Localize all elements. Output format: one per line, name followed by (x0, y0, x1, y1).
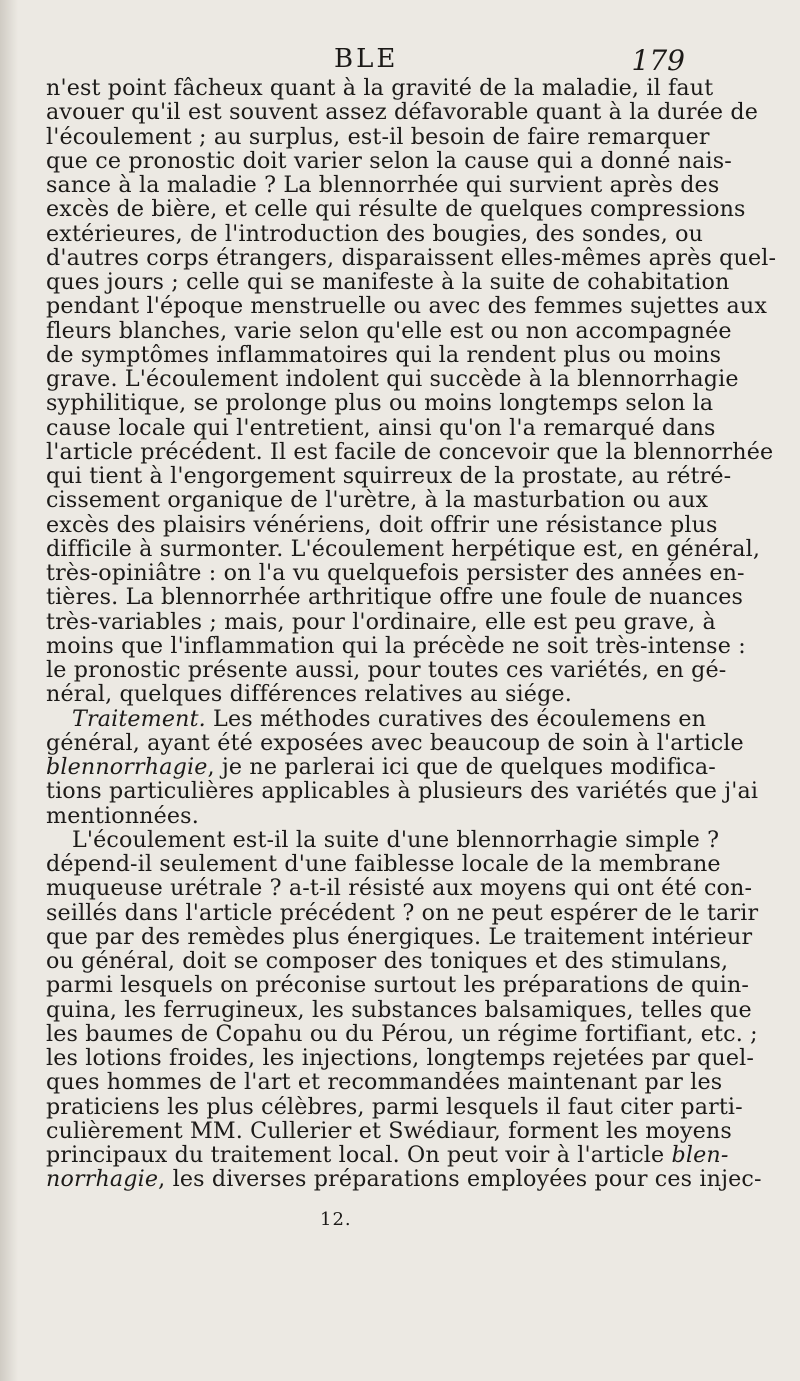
text-line: qui tient à l'engorgement squirreux de la prostate, au rétré- (46, 463, 732, 489)
text-line: L'écoulement est-il la suite d'une blennorrhagie simple ? (72, 826, 720, 853)
text-line: d'autres corps étrangers, disparaissent elles-mêmes après quel- (46, 244, 777, 271)
text-line: syphilitique, se prolonge plus ou moins longtemps selon la (46, 390, 714, 417)
text-line: quina, les ferrugineux, les substances balsamiques, telles que (46, 996, 752, 1023)
text-line: muqueuse urétrale ? a-t-il résisté aux moyens qui ont été con- (46, 875, 753, 902)
text-line: très-variables ; mais, pour l'ordinaire, elle est peu grave, à (46, 608, 716, 635)
text-line: mentionnées. (46, 802, 199, 829)
text-line: que par des remèdes plus énergiques. Le traitement intérieur (46, 923, 753, 950)
text-line: culièrement MM. Cullerier et Swédiaur, forment les moyens (46, 1117, 732, 1144)
paragraph-treatment (46, 705, 759, 829)
text-line: principaux du traitement local. On peut voir à l'article blen- (46, 1142, 729, 1168)
text-line: Traitement. Les méthodes curatives des écoulemens en (72, 705, 707, 732)
text-line: excès des plaisirs vénériens, doit offrir une résistance plus (46, 511, 718, 538)
text-line: dépend-il seulement d'une faiblesse locale de la membrane (46, 851, 721, 877)
text-line: néral, quelques différences relatives au siége. (46, 681, 572, 708)
text-line: grave. L'écoulement indolent qui succède à la blennorrhagie (46, 366, 739, 392)
page-header (40, 36, 685, 76)
text-line: l'article précédent. Il est facile de concevoir que la blennorrhée (46, 438, 774, 465)
running-head: BLE (334, 44, 399, 74)
paragraph-prognosis (46, 75, 777, 708)
text-line: n'est point fâcheux quant à la gravité de la maladie, il faut (46, 75, 714, 101)
text-line: praticiens les plus célèbres, parmi lesquels il faut citer parti- (46, 1093, 743, 1120)
text-line: très-opiniâtre : on l'a vu quelquefois persister des années en- (46, 560, 745, 586)
text-line: avouer qu'il est souvent assez défavorable quant à la durée de (46, 99, 759, 126)
text-line: de symptômes inflammatoires qui la rendent plus ou moins (46, 341, 722, 368)
paragraph-simple-flow (46, 826, 762, 1193)
text-line: parmi lesquels on préconise surtout les préparations de quin- (46, 972, 750, 999)
text-line: difficile à surmonter. L'écoulement herpétique est, en général, (46, 535, 761, 562)
text-line: sance à la maladie ? La blennorrhée qui survient après des (46, 172, 720, 198)
text-line: cause locale qui l'entretient, ainsi qu'on l'a remarqué dans (46, 414, 716, 441)
text-line: fleurs blanches, varie selon qu'elle est ou non accompagnée (46, 317, 732, 344)
text-line: l'écoulement ; au surplus, est-il besoin de faire remarquer (46, 123, 710, 150)
text-line: les lotions froides, les injections, longtemps rejetées par quel- (46, 1045, 755, 1071)
text-line: les baumes de Copahu ou du Pérou, un régime fortifiant, etc. ; (46, 1020, 758, 1047)
page-number: 179 (631, 44, 685, 77)
text-line: seillés dans l'article précédent ? on ne peut espérer de le tarir (46, 899, 759, 926)
text-line: que ce pronostic doit varier selon la cause qui a donné nais- (46, 147, 732, 174)
text-line: extérieures, de l'introduction des bougies, des sondes, ou (46, 220, 704, 247)
text-line: tières. La blennorrhée arthritique offre une foule de nuances (46, 584, 744, 611)
text-line: ques hommes de l'art et recommandées maintenant par les (46, 1069, 723, 1096)
text-line: pendant l'époque menstruelle ou avec des femmes sujettes aux (46, 293, 767, 320)
text-line: général, ayant été exposées avec beaucoup de soin à l'article (46, 729, 744, 756)
text-line: moins que l'inflammation qui la précède ne soit très-intense : (46, 632, 746, 659)
text-line: tions particulières applicables à plusieurs des variétés que j'ai (46, 778, 759, 805)
text-line: norrhagie, les diverses préparations employées pour ces injec- (46, 1166, 762, 1193)
body-text (46, 75, 777, 1193)
text-line: excès de bière, et celle qui résulte de quelques compressions (46, 196, 746, 223)
text-line: blennorrhagie, je ne parlerai ici que de quelques modifica- (46, 754, 716, 780)
text-line: cissement organique de l'urètre, à la masturbation ou aux (46, 487, 709, 514)
signature-mark: 12. (320, 1209, 352, 1230)
gutter-shadow (0, 0, 18, 1381)
text-line: ou général, doit se composer des toniques et des stimulans, (46, 948, 729, 974)
text-line: ques jours ; celle qui se manifeste à la suite de cohabitation (46, 269, 730, 295)
text-line: le pronostic présente aussi, pour toutes ces variétés, en gé- (46, 657, 727, 683)
